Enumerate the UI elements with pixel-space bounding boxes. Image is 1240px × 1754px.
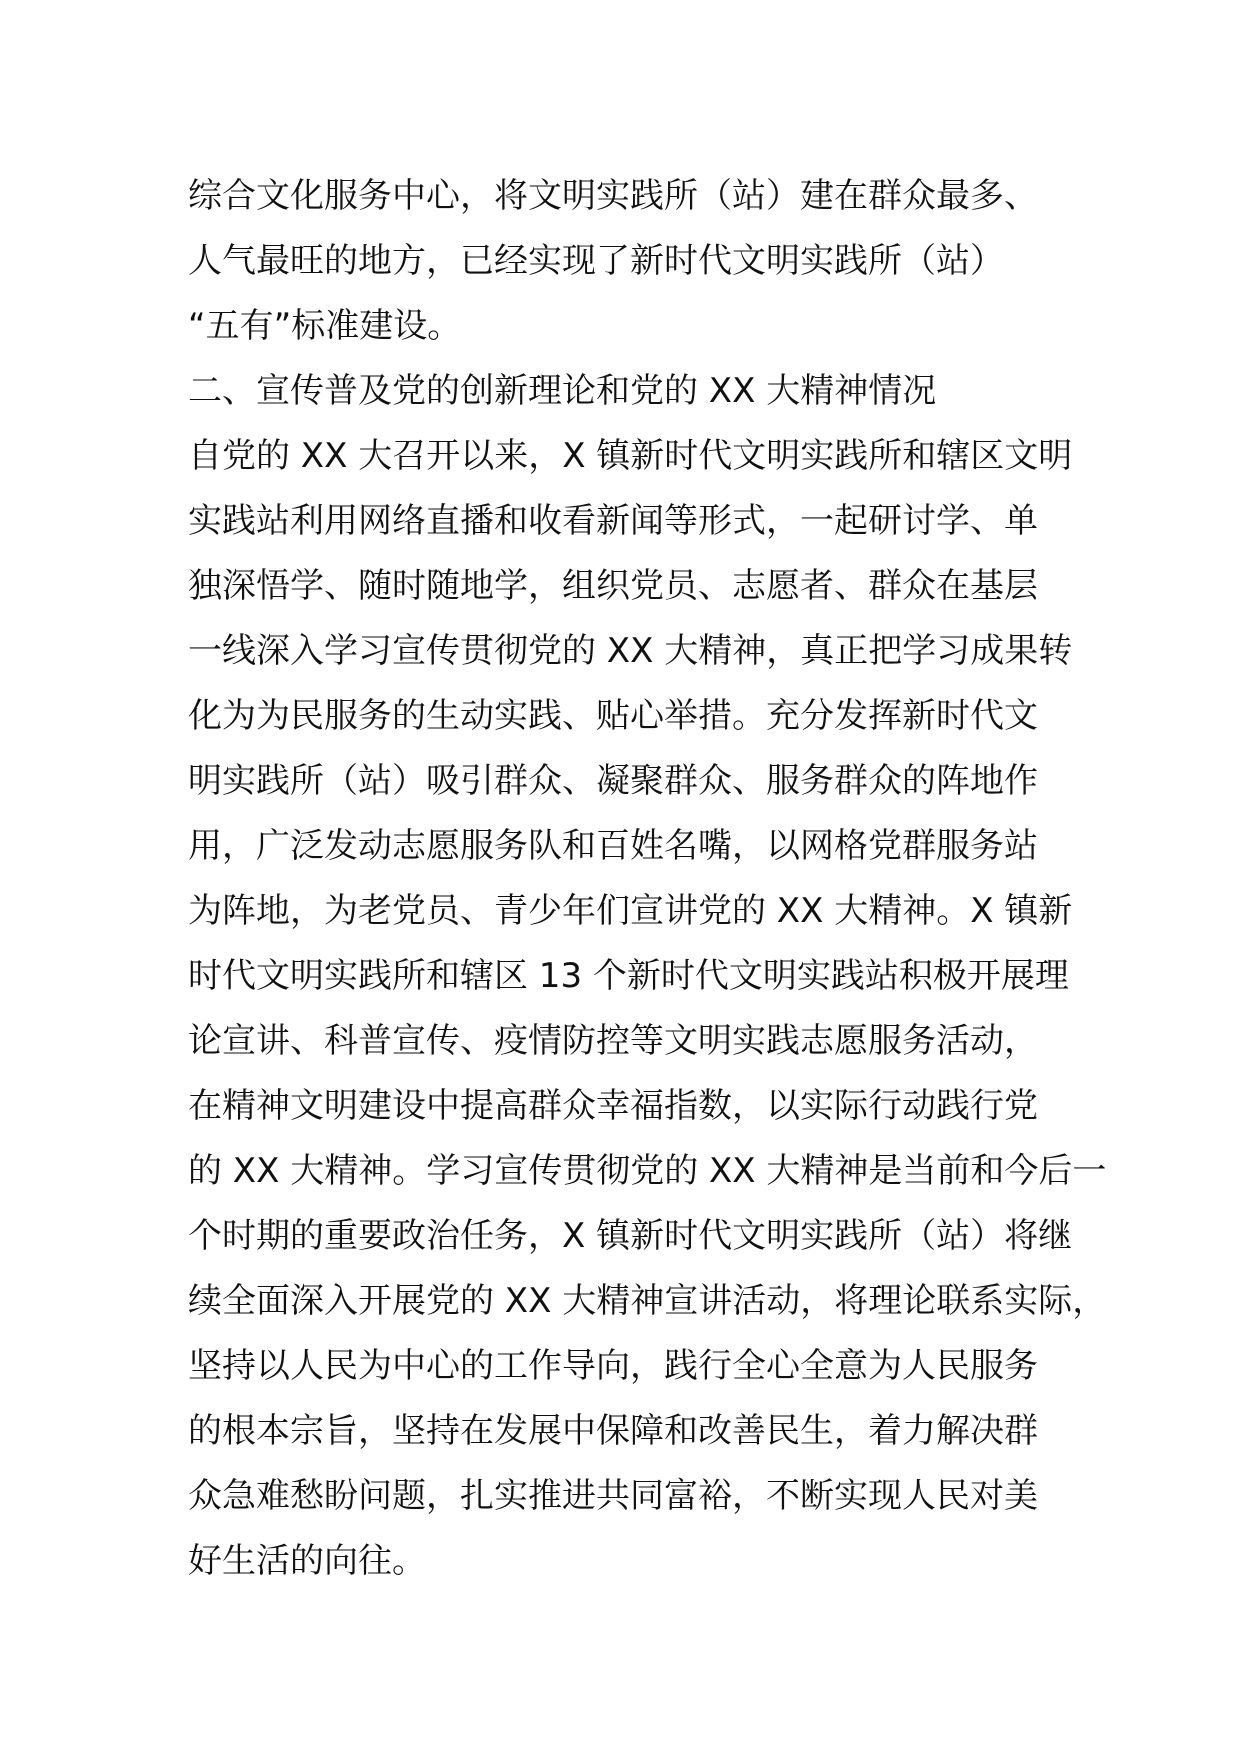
- paragraph-line-17: 个时期的重要政治任务，X 镇新时代文明实践所（站）将继: [188, 1216, 1073, 1256]
- paragraph-line-16: 的 XX 大精神。学习宣传贯彻党的 XX 大精神是当前和今后一: [188, 1151, 1107, 1191]
- paragraph-line-19: 坚持以人民为中心的工作导向，践行全心全意为人民服务: [188, 1346, 1038, 1386]
- paragraph-line-7: 独深悟学、随时随地学，组织党员、志愿者、群众在基层: [188, 566, 1038, 606]
- paragraph-line-20: 的根本宗旨，坚持在发展中保障和改善民生，着力解决群: [188, 1411, 1038, 1451]
- paragraph-line-15: 在精神文明建设中提高群众幸福指数，以实际行动践行党: [188, 1086, 1038, 1126]
- document-body: [188, 164, 1107, 1594]
- paragraph-line-9: 化为为民服务的生动实践、贴心举措。充分发挥新时代文: [188, 696, 1038, 736]
- paragraph-line-2: 人气最旺的地方，已经实现了新时代文明实践所（站）: [188, 241, 1004, 281]
- paragraph-line-6: 实践站利用网络直播和收看新闻等形式，一起研讨学、单: [188, 501, 1038, 541]
- paragraph-line-10: 明实践所（站）吸引群众、凝聚群众、服务群众的阵地作: [188, 761, 1038, 801]
- paragraph-line-14: 论宣讲、科普宣传、疫情防控等文明实践志愿服务活动，: [188, 1021, 1038, 1061]
- paragraph-line-5: 自党的 XX 大召开以来，X 镇新时代文明实践所和辖区文明: [188, 436, 1073, 476]
- paragraph-line-12: 为阵地，为老党员、青少年们宣讲党的 XX 大精神。X 镇新: [188, 891, 1073, 931]
- paragraph-line-18: 续全面深入开展党的 XX 大精神宣讲活动，将理论联系实际，: [188, 1281, 1107, 1321]
- paragraph-line-22: 好生活的向往。: [188, 1541, 426, 1581]
- paragraph-line-8: 一线深入学习宣传贯彻党的 XX 大精神，真正把学习成果转: [188, 631, 1073, 671]
- paragraph-line-21: 众急难愁盼问题，扎实推进共同富裕，不断实现人民对美: [188, 1476, 1038, 1516]
- paragraph-line-13: 时代文明实践所和辖区 13 个新时代文明实践站积极开展理: [188, 956, 1069, 996]
- paragraph-line-11: 用，广泛发动志愿服务队和百姓名嘴，以网格党群服务站: [188, 826, 1038, 866]
- section-heading: 二、宣传普及党的创新理论和党的 XX 大精神情况: [188, 371, 937, 411]
- paragraph-line-3: “五有”标准建设。: [188, 306, 462, 346]
- paragraph-line-1: 综合文化服务中心，将文明实践所（站）建在群众最多、: [188, 176, 1038, 216]
